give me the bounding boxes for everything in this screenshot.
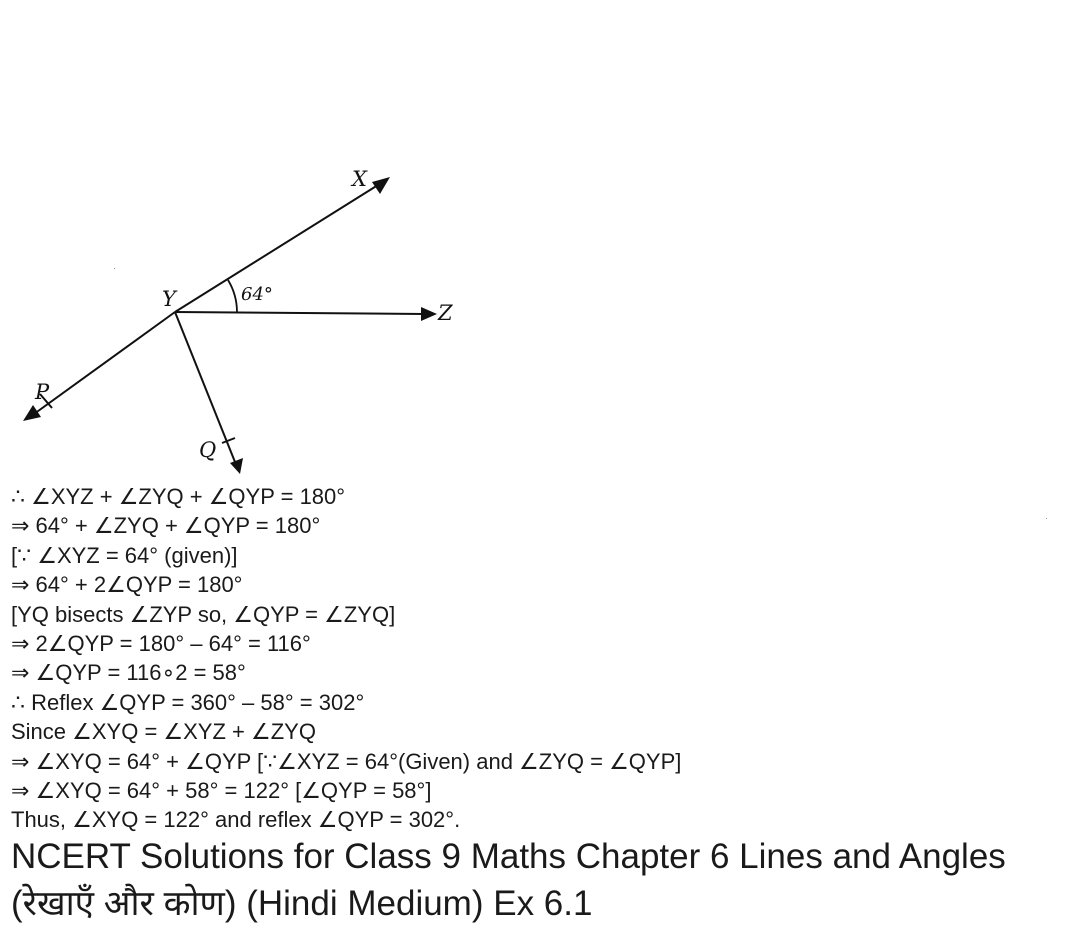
solution-step: Thus, ∠XYQ = 122° and reflex ∠QYP = 302°.	[11, 807, 461, 833]
stray-dot	[114, 268, 115, 269]
solution-step: ⇒ 2∠QYP = 180° – 64° = 116°	[11, 631, 311, 657]
arrowhead-z	[421, 307, 437, 321]
arrowhead-x	[372, 177, 390, 194]
ray-yp	[34, 312, 175, 414]
arrowhead-p	[23, 405, 41, 421]
solution-step: ⇒ ∠XYQ = 64° + 58° = 122° [∠QYP = 58°]	[11, 778, 432, 804]
solution-step: ⇒ ∠XYQ = 64° + ∠QYP [∵∠XYZ = 64°(Given) and ∠ZYQ = ∠QYP]	[11, 748, 682, 774]
solution-step: ⇒ ∠QYP = 116∘2 = 58°	[11, 660, 246, 686]
solution-step: ∴ Reflex ∠QYP = 360° – 58° = 302°	[11, 689, 365, 715]
stray-dot	[1046, 518, 1047, 519]
solution-step: ⇒ 64° + ∠ZYQ + ∠QYP = 180°	[11, 513, 321, 539]
angle-arc-xyz	[228, 280, 237, 312]
ray-yz	[175, 312, 424, 314]
solution-step: ⇒ 64° + 2∠QYP = 180°	[11, 572, 243, 598]
label-y: Y	[162, 287, 176, 311]
solution-step: [∵ ∠XYZ = 64° (given)]	[11, 542, 238, 568]
label-q: Q	[199, 438, 217, 462]
ray-yx	[175, 185, 378, 312]
solution-step: [YQ bisects ∠ZYP so, ∠QYP = ∠ZYQ]	[11, 601, 396, 627]
tick-mark-q	[222, 438, 235, 443]
label-angle-64: 64°	[241, 284, 273, 305]
solution-steps	[11, 482, 681, 835]
solution-step: ∴ ∠XYZ + ∠ZYQ + ∠QYP = 180°	[11, 484, 346, 509]
solution-step: Since ∠XYQ = ∠XYZ + ∠ZYQ	[11, 719, 316, 745]
arrowhead-q	[230, 458, 243, 474]
geometry-figure	[0, 150, 480, 480]
label-z: Z	[438, 301, 453, 325]
label-p: P	[35, 380, 50, 404]
label-x: X	[352, 167, 367, 191]
footer-title: NCERT Solutions for Class 9 Maths Chapter 6 Lines and Angles (रेखाएँ और कोण) (Hindi Medium) Ex 6.1	[11, 837, 1006, 923]
